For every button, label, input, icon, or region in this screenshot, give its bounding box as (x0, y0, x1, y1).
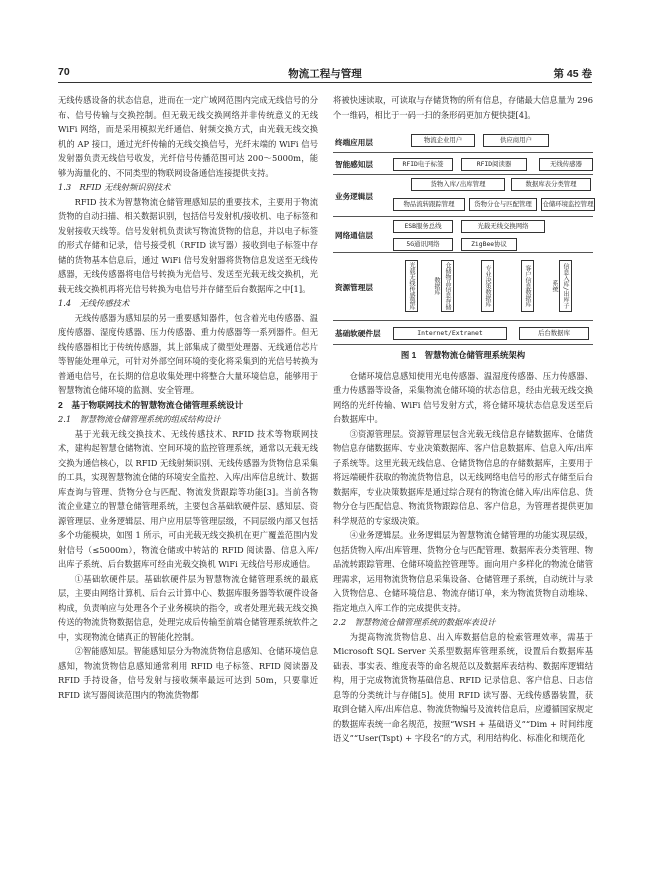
module-box: 光载无线传感器库 (405, 260, 418, 312)
module-box: 物品流转跟踪管理 (393, 198, 465, 211)
header-rule (58, 82, 592, 83)
module-box: 货物入库/出库管理 (411, 178, 505, 191)
subsection-heading: 2.1 智慧物流仓储管理系统的组成结构设计 (58, 414, 221, 424)
figure-caption: 图 1 智慧物流仓储管理系统架构 (400, 350, 526, 360)
module-box: RFID电子标签 (393, 158, 453, 171)
layer-row (333, 252, 593, 321)
layer-name: 网络通信层 (335, 231, 373, 240)
page-number: 70 (58, 66, 70, 78)
module-box: 后台数据库 (519, 327, 589, 340)
module-box: 专业决策数据库 (481, 260, 494, 312)
module-box: ZigBee协议 (461, 238, 517, 251)
paragraph: 基于光载无线交换技术、无线传感技术、RFID 技术等物联网技术，建构起智慧仓储物流、空间环境的监控管理系统，通常以无载无线交换为通信核心，以 RFID 无线射频识别、无线传感器为货物信息采集的工具，实现智慧物流仓储的环境安全监控、入库/出库信息统计、数据库查询与管理、货物分仓与匹配、物流发货跟踪等功能[3]。当前各物流企业建立的智慧仓储管理系统，主要包含基础软硬件层、感知层、资源管理层、业务逻辑层、用户应用层等管理层级，不同层级内部又包括多个功能模块，如图 1 所示，可由光载无线交换机在更广覆盖范围内发射信号（≤5000m），物流仓储或中转站的 RFID 阅读器、信息入库/出库子系统、后台数据库可经由光载交换机 WiFi 无线信号形成通信。 (58, 428, 319, 569)
volume-number: 第 45 卷 (553, 68, 592, 80)
module-box: 仓储环境监控管理 (541, 198, 595, 211)
layer-row (333, 174, 593, 217)
paragraph: 仓储环境信息感知使用光电传感器、温湿度传感器、压力传感器、重力传感器等设备，采集物流仓储环境的状态信息，经由光载无线交换网络的光纤传输、WiFi 信号发射方式，将仓储环境状态信息发送至后台数据库中。 (333, 370, 593, 424)
subsection-heading: 2.2 智慧物流仓储管理系统的数据库表设计 (333, 617, 496, 627)
paragraph: ①基础软硬件层。基础软硬件层为智慧物流仓储管理系统的最底层，主要由网络计算机、后台云计算中心、数据库服务器等软硬件设备构成，负责响应与处理各个子业务模块的指令，或者处理光载无线交换传送的物流货物数据信息，处理完成后传输至前端仓储管理系统软件之中，实现物流仓储真正的智能化控制。 (58, 573, 318, 642)
journal-name: 物流工程与管理 (288, 68, 362, 80)
module-box: Internet/Extranet (393, 327, 507, 340)
module-box: 供应商用户 (483, 134, 549, 147)
layer-row (333, 130, 593, 153)
subsection-heading: 1.4 无线传感技术 (58, 298, 130, 308)
paragraph: 为提高物流货物信息、出入库数据信息的检索管理效率，需基于 Microsoft SQL Server 关系型数据库管理系统，设置后台数据库基础表、事实表、维度表等的命名规范以及数据库表结构、数据库逻辑结构，用于完成物流货物基础信息、RFID 记录信息、客户信息、日志信息等的分类统计与存储[5]。使用 RFID 读写器、无线传感器装置，获取到仓储入库/出库信息、物流货物编号及流转信息后，应遵循国家规定的数据库表统一命名规范，按照“WSH + 基础语义”“Dim + 时间纬度语义”“User(Tspt) + 字段名”的方式，利用结构化、标准化和规范化 (333, 631, 594, 743)
right-column (333, 93, 593, 746)
layer-row (333, 216, 593, 253)
paragraph: 无线传感器为感知层的另一重要感知器件，包含着光电传感器、温度传感器、湿度传感器、压力传感器、重力传感器等一系列器件。但无线传感器相比于传统传感器，其上部集成了微型处理器、无线通信芯片等智能处理单元，可针对外部空间环境的变化将采集到的光信号转换为普通电信号，在长期的信息收集处理中将整合大量环境信息，能够用于智慧物流仓储环境的监测、安全管理。 (58, 312, 318, 395)
layer-name: 基础软硬件层 (335, 329, 381, 338)
module-box: 无线传感器 (539, 158, 593, 171)
layer-row (333, 152, 593, 175)
layer-name: 资源管理层 (335, 283, 373, 292)
module-box: 信息入库/出库子系统 (559, 260, 572, 312)
paragraph: RFID 技术为智慧物流仓储管理感知层的重要技术，主要用于物流货物的自动扫描、相关数据识别，包括信号发射机/接收机、电子标签和发射接收天线等。信号发射机负责读写物流货物的信息，并以电子标签的形式存储和记录，信号接受机（RFID 读写器）接收到电子标签中存储的货物基本信息后，通过 WiFi 信号发射器将货物信息发送至无线传感器，无线传感器将电信号转换为光信号、发送至光载无线交换机，光载无线交换机再将光信号转换为电信号并存储至后台数据库之中[1]。 (58, 196, 319, 294)
layer-name: 终端应用层 (335, 138, 373, 147)
module-box: ESB服务总线 (393, 220, 453, 233)
paragraph: ④业务逻辑层。业务逻辑层为智慧物流仓储管理的功能实现层级，包括货物入库/出库管理、货物分仓与匹配管理、数据库表分类管理、物品流转跟踪管理、仓储环境监控管理等。面向用户多样化的物流仓储管理需求，运用物流货物信息采集设备、仓储管理子系统，自动统计与录入货物信息、仓储环境信息、物流存储订单，来为物流货物自动堆垛、指定地点入库工作的完成提供支持。 (333, 530, 594, 613)
module-box: 仓储物品信息存储数据库 (441, 260, 454, 312)
paragraph: 无线传感设备的状态信息，进而在一定广域网范围内完成无线信号的分布、信号传输与交换控制。但无载无线交换网络并非传统意义的无线 WiFi 网络，而是采用模拟光纤通信、射频交换方式，由光载无线交换机的 AP 接口，通过光纤传输的无线交换信号，光纤末端的 WiFi 信号发射器负责无线信号收发，光纤信号传播范围可达 200～5000m，能够为海量化的、不同类型的物联网设备通信连接提供支持。 (58, 95, 318, 178)
paragraph: 将被快速读取，可读取与存储货物的所有信息，存储最大信息量为 296 个一维码，相比于一码一扫的条形码更加方便快捷[4]。 (333, 95, 593, 120)
paragraph: ③资源管理层。资源管理层包含光载无线信息存储数据库、仓储货物信息存储数据库、专业决策数据库、客户信息数据库、信息入库/出库子系统等。这里光载无线信息、仓储货物信息的存储数据库，主要用于将远端硬件获取的物流货物信息，以无线网络电信号的形式存储至后台数据库，专业决策数据库是通过综合现有的物流仓储入库/出库信息、货物分仓与匹配信息、物流货物跟踪信息、客户信息，为管理者提供更加科学规范的专家级决策。 (333, 428, 594, 526)
module-box: 5G通讯网络 (393, 238, 453, 251)
layer-name: 智能感知层 (335, 160, 373, 169)
layer-name: 业务逻辑层 (335, 192, 373, 201)
module-box: 光载无线交换网络 (461, 220, 545, 233)
module-box: 客户信息数据库 (521, 260, 534, 312)
paragraph: ②智能感知层。智能感知层分为物流货物信息感知、仓储环境信息感知，物流货物信息感知通常利用 RFID 电子标签、RFID 阅读器及 RFID 手持设备，信号发射与接收频率最远可达到 50m，只要靠近 RFID 读写器阅读范围内的物流货物都 (58, 646, 318, 700)
module-box: 物流企业用户 (411, 134, 475, 147)
architecture-figure (333, 130, 593, 344)
module-box: RFID阅读器 (461, 158, 527, 171)
page-header (58, 66, 592, 80)
left-column (58, 93, 318, 702)
layer-row (333, 320, 593, 345)
module-box: 货物分仓与匹配管理 (469, 198, 537, 211)
subsection-heading: 1.3 RFID 无线射频识别技术 (58, 182, 171, 192)
module-box: 数据库表分类管理 (511, 178, 591, 191)
section-heading: 2 基于物联网技术的智慧物流仓储管理系统设计 (58, 399, 244, 410)
